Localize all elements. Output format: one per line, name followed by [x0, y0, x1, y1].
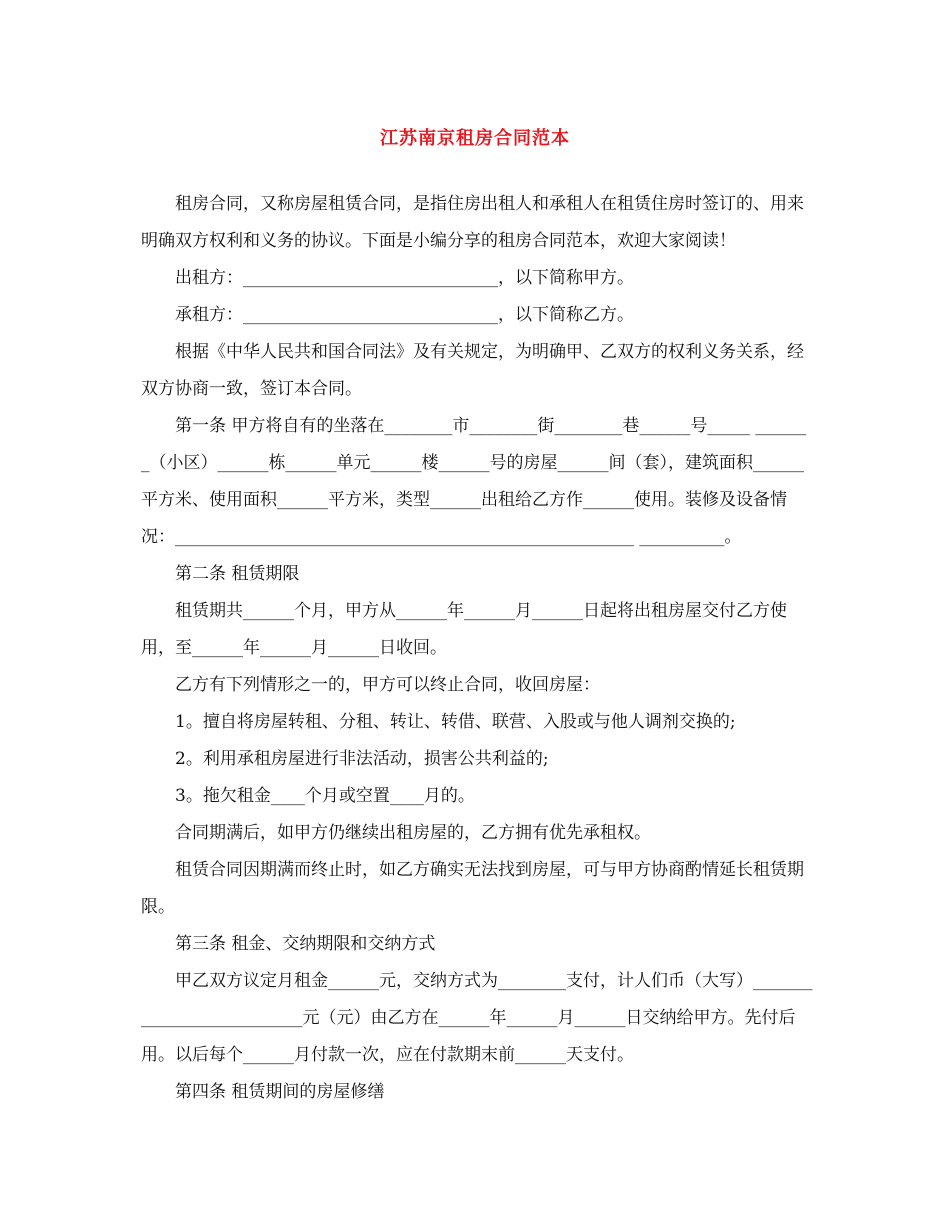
paragraph-renewal: 合同期满后，如甲方仍继续出租房屋的，乙方拥有优先承租权。: [141, 823, 651, 843]
paragraph-rent: 甲乙双方议定月租金______元，交纳方式为________支付，计人们币（大写）__________________________元（元）由乙方在______年______月______日交纳给甲方。先付后用。以后每个______月付款一次，应在付款期末前______天支付。: [141, 971, 813, 1065]
list-item-3: 3。拖欠租金____个月或空置____月的。: [141, 786, 475, 806]
document-body: [141, 186, 813, 1111]
list-item-2: 2。利用承租房屋进行非法活动，损害公共利益的;: [141, 749, 549, 769]
paragraph-extension: 租赁合同因期满而终止时，如乙方确实无法找到房屋，可与甲方协商酌情延长租赁期限。: [141, 860, 804, 917]
heading-article-3: 第三条 租金、交纳期限和交纳方式: [141, 934, 436, 954]
paragraph-article-1: 第一条 甲方将自有的坐落在________市________街________巷______号_____ _______（小区）______栋______单元______楼______号的房屋______间（套），建筑面积______平方米、使用面积______平方米，类型______出租给乙方作______使用。装修及设备情况：______________________________________________________ __________。: [141, 416, 807, 547]
paragraph-intro: 租房合同，又称房屋租赁合同，是指住房出租人和承租人在租赁住房时签订的、用来明确双方权利和义务的协议。下面是小编分享的租房合同范本，欢迎大家阅读！: [141, 194, 804, 251]
paragraph-lease-term: 租赁期共______个月，甲方从______年______月______日起将出租房屋交付乙方使用，至______年______月______日收回。: [141, 601, 787, 658]
list-item-1: 1。擅自将房屋转租、分租、转让、转借、联营、入股或与他人调剂交换的;: [141, 712, 736, 732]
paragraph-lessee: 承租方：______________________________，以下简称乙方。: [141, 305, 634, 325]
paragraph-lessor: 出租方：______________________________，以下简称甲方。: [141, 268, 634, 288]
paragraph-termination: 乙方有下列情形之一的，甲方可以终止合同，收回房屋：: [141, 675, 600, 695]
heading-article-2: 第二条 租赁期限: [141, 564, 300, 584]
document-title: 江苏南京租房合同范本: [380, 128, 570, 149]
heading-article-4: 第四条 租赁期间的房屋修缮: [141, 1082, 385, 1102]
paragraph-basis: 根据《中华人民共和国合同法》及有关规定，为明确甲、乙双方的权利义务关系，经双方协商一致，签订本合同。: [141, 342, 804, 399]
